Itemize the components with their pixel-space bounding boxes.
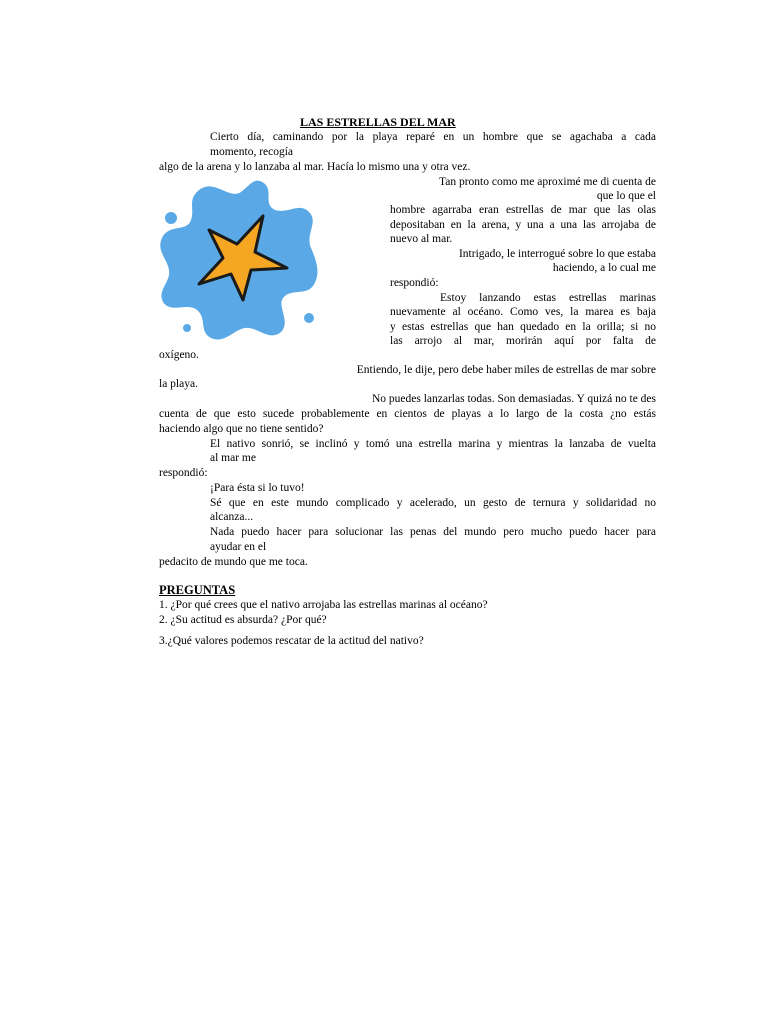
text-line: oxígeno. [159, 349, 199, 361]
text-line: Intrigado, le interrogué sobre lo que estaba [458, 248, 656, 260]
text-line: nuevo al mar. [390, 233, 453, 245]
text-line: No puedes lanzarlas todas. Son demasiadas. Y quizá no te des [371, 393, 656, 405]
text-line: haciendo, a lo cual me [552, 262, 656, 274]
document-title: LAS ESTRELLAS DEL MAR [300, 115, 456, 129]
text-line: Cierto día, caminando por la playa reparé en un hombre que se agachaba a cada [210, 131, 656, 143]
text-line: las arrojo al mar, morirán aquí por falta de [390, 335, 656, 347]
text-line: nuevamente al océano. Como ves, la marea es baja [390, 306, 656, 318]
text-line: Tan pronto como me aproximé me di cuenta de [439, 176, 656, 188]
question-item: 2. ¿Su actitud es absurda? ¿Por qué? [159, 614, 327, 626]
text-line: Estoy lanzando estas estrellas marinas [440, 292, 656, 304]
text-line: la playa. [159, 378, 198, 390]
text-line: Entiendo, le dije, pero debe haber miles de estrellas de mar sobre [356, 364, 656, 376]
text-line: Nada puedo hacer para solucionar las penas del mundo pero mucho puedo hacer para [210, 526, 656, 538]
text-line: haciendo algo que no tiene sentido? [159, 423, 324, 435]
text-line: respondió: [390, 277, 439, 289]
text-line: y estas estrellas que han quedado en la orilla; si no [390, 321, 656, 333]
text-line: que lo que el [596, 190, 656, 202]
text-line: cuenta de que esto sucede probablemente en cientos de playas a lo largo de la costa ¿no estás [159, 408, 656, 420]
text-line: Sé que en este mundo complicado y acelerado, un gesto de ternura y solidaridad no [210, 497, 656, 509]
text-line: El nativo sonrió, se inclinó y tomó una estrella marina y mientras la lanzaba de vuelta [210, 438, 656, 450]
text-line: momento, recogía [210, 146, 294, 158]
starfish-icon [159, 178, 321, 344]
text-line: algo de la arena y lo lanzaba al mar. Hacía lo mismo una y otra vez. [159, 161, 471, 173]
question-item: 3.¿Qué valores podemos rescatar de la actitud del nativo? [159, 635, 424, 647]
text-line: al mar me [210, 452, 256, 464]
text-line: hombre agarraba eran estrellas de mar que las olas [390, 204, 656, 216]
water-droplet [304, 313, 314, 323]
water-droplet [183, 324, 191, 332]
question-item: 1. ¿Por qué crees que el nativo arrojaba las estrellas marinas al océano? [159, 599, 488, 611]
text-line: alcanza... [210, 511, 254, 523]
text-line: depositaban en la arena, y una a una las arrojaba de [390, 219, 656, 231]
text-line: pedacito de mundo que me toca. [159, 556, 308, 568]
questions-heading: PREGUNTAS [159, 583, 236, 597]
text-line: ¡Para ésta si lo tuvo! [210, 482, 305, 494]
text-line: ayudar en el [210, 541, 267, 553]
text-line: respondió: [159, 467, 208, 479]
water-droplet [165, 212, 177, 224]
